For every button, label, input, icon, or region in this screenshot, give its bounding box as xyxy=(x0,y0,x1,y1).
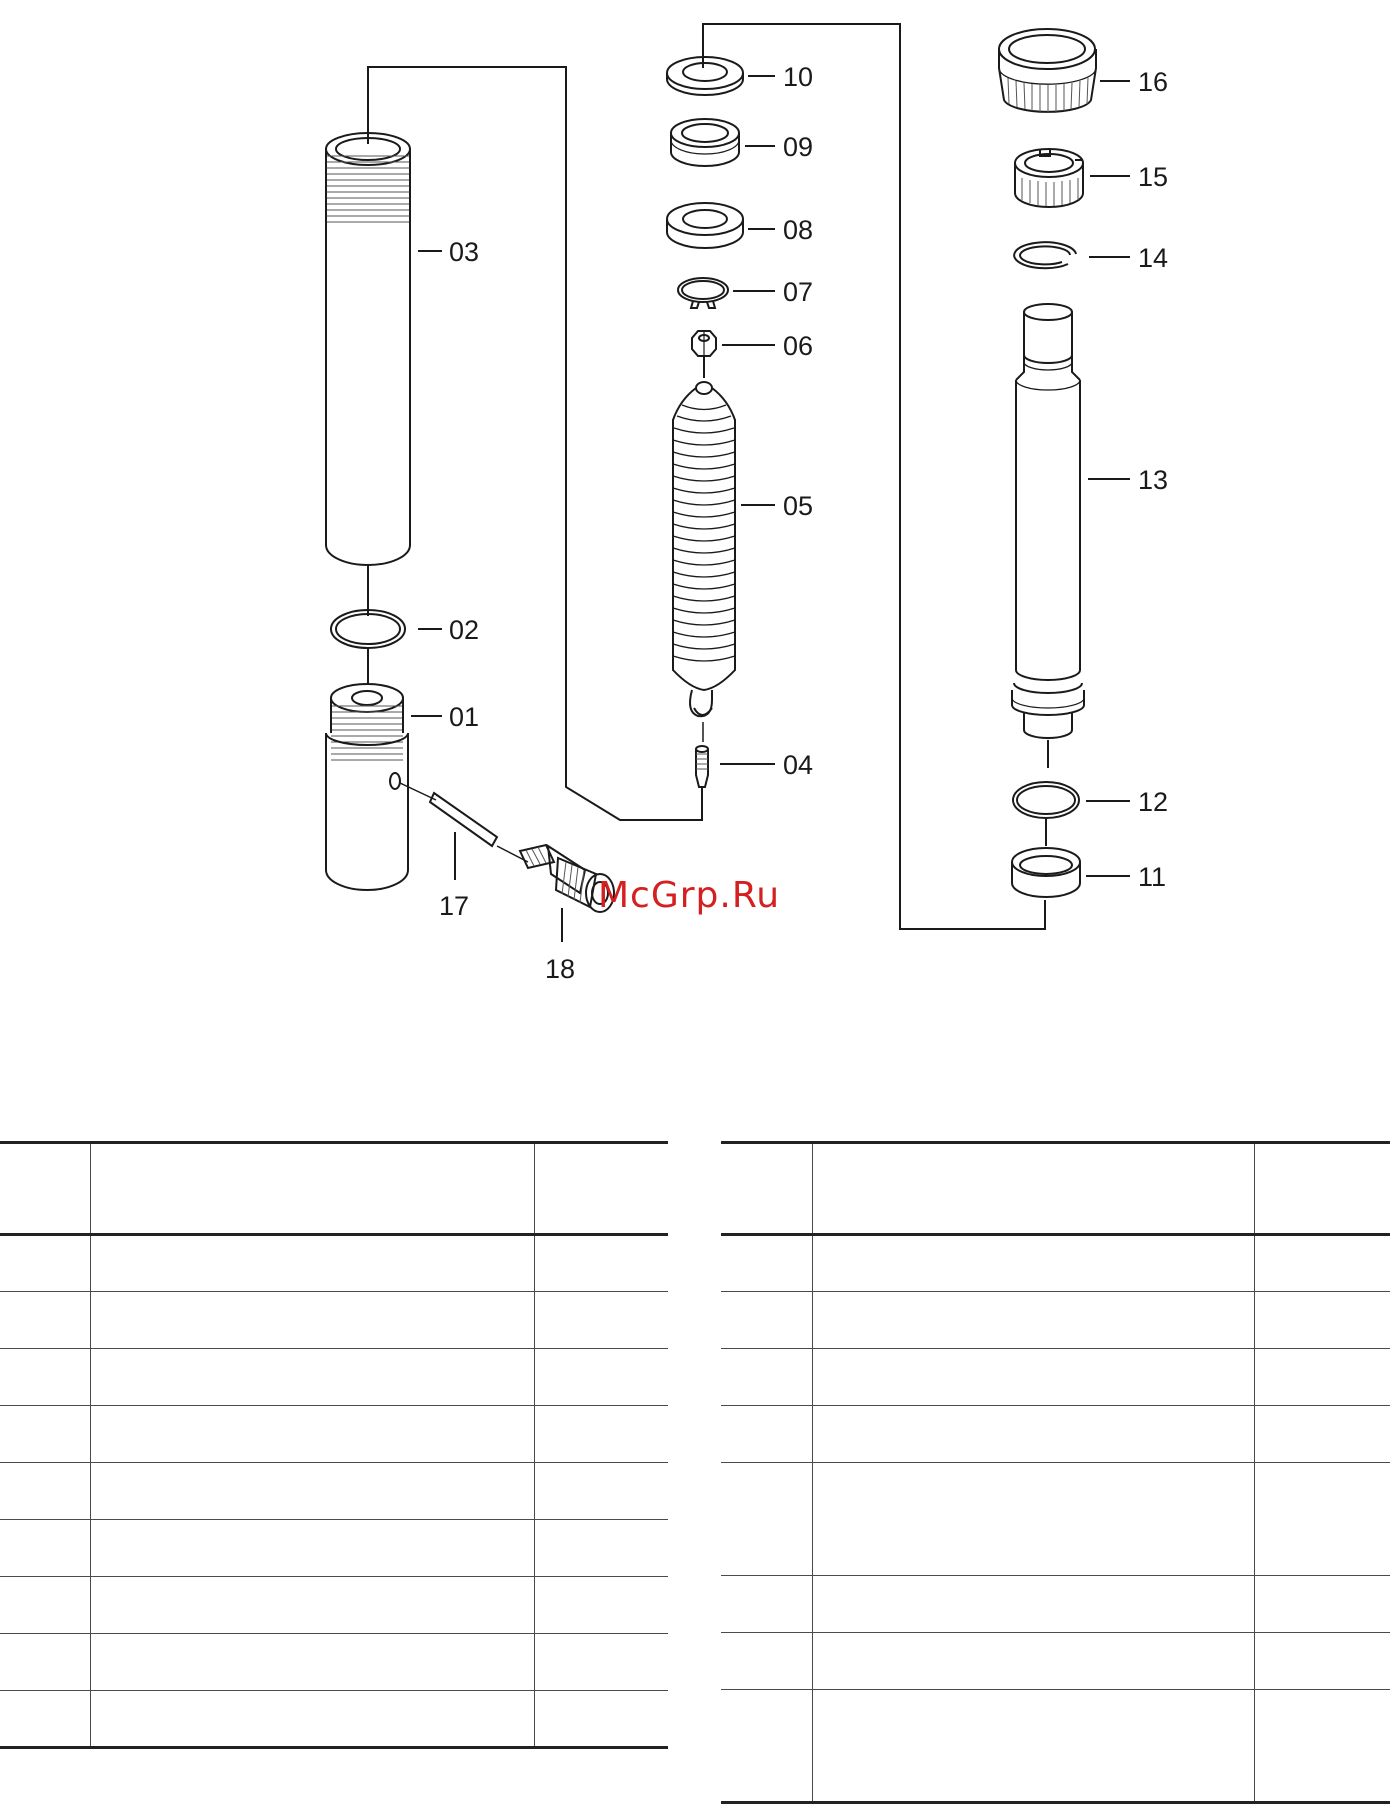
callout-06: 06 xyxy=(783,331,814,361)
cell xyxy=(1254,1349,1390,1406)
cell xyxy=(721,1463,812,1576)
part-14-retaining-clip xyxy=(1014,242,1076,268)
table-row xyxy=(0,1406,668,1463)
cell xyxy=(812,1690,1254,1803)
table-row xyxy=(0,1349,668,1406)
cell xyxy=(721,1292,812,1349)
cell xyxy=(90,1520,534,1577)
callout-15: 15 xyxy=(1138,162,1169,192)
part-04-screw xyxy=(696,746,708,787)
cell xyxy=(0,1235,90,1292)
cell xyxy=(534,1520,668,1577)
cell xyxy=(0,1577,90,1634)
cell xyxy=(90,1235,534,1292)
leader-path-03-04 xyxy=(368,67,702,820)
cell xyxy=(0,1634,90,1691)
callout-02: 02 xyxy=(449,615,480,645)
callout-05: 05 xyxy=(783,491,814,521)
cell xyxy=(1254,1406,1390,1463)
part-02-o-ring xyxy=(331,610,405,684)
cell xyxy=(721,1633,812,1690)
cell xyxy=(90,1577,534,1634)
cell xyxy=(812,1463,1254,1576)
cell xyxy=(90,1406,534,1463)
header-cell xyxy=(0,1143,90,1235)
part-06-hex-nut xyxy=(692,331,716,378)
part-17-pin xyxy=(400,783,497,846)
table-row xyxy=(0,1235,668,1292)
table-row xyxy=(721,1292,1390,1349)
header-cell xyxy=(1254,1143,1390,1235)
cell xyxy=(534,1406,668,1463)
table-row xyxy=(721,1633,1390,1690)
callout-09: 09 xyxy=(783,132,814,162)
part-15-slotted-nut xyxy=(1015,149,1083,207)
cell xyxy=(90,1691,534,1748)
cell xyxy=(721,1235,812,1292)
part-18-fitting xyxy=(497,845,614,912)
table-row xyxy=(0,1634,668,1691)
table-row xyxy=(721,1406,1390,1463)
cell xyxy=(0,1520,90,1577)
cell xyxy=(812,1633,1254,1690)
cell xyxy=(1254,1690,1390,1803)
callout-18: 18 xyxy=(545,954,576,984)
parts-table-left xyxy=(0,1141,668,1749)
callout-08: 08 xyxy=(783,215,814,245)
callout-16: 16 xyxy=(1138,67,1169,97)
cell xyxy=(1254,1292,1390,1349)
cell xyxy=(90,1463,534,1520)
table-row xyxy=(0,1463,668,1520)
table-row xyxy=(0,1292,668,1349)
callout-07: 07 xyxy=(783,277,814,307)
part-07-snap-ring xyxy=(678,278,728,308)
callout-11: 11 xyxy=(1138,862,1167,892)
cell xyxy=(721,1406,812,1463)
cell xyxy=(721,1349,812,1406)
table-header-row xyxy=(0,1143,668,1235)
cell xyxy=(534,1235,668,1292)
part-09-bushing xyxy=(671,119,739,166)
part-05-spring xyxy=(673,382,735,742)
callout-17: 17 xyxy=(439,891,470,921)
cell xyxy=(1254,1463,1390,1576)
callout-10: 10 xyxy=(783,62,814,92)
cell xyxy=(90,1634,534,1691)
callout-12: 12 xyxy=(1138,787,1169,817)
header-cell xyxy=(90,1143,534,1235)
cell xyxy=(534,1634,668,1691)
cell xyxy=(721,1576,812,1633)
cell xyxy=(0,1691,90,1748)
cell xyxy=(0,1406,90,1463)
part-12-o-ring xyxy=(1013,782,1079,846)
table-row xyxy=(0,1691,668,1748)
part-03-tube xyxy=(326,133,410,616)
part-08-thick-washer xyxy=(667,203,743,248)
cell xyxy=(812,1406,1254,1463)
part-01-base-body xyxy=(326,684,408,890)
cell xyxy=(534,1463,668,1520)
table-header-row xyxy=(721,1143,1390,1235)
callout-01: 01 xyxy=(449,702,480,732)
cell xyxy=(721,1690,812,1803)
cell xyxy=(90,1349,534,1406)
cell xyxy=(1254,1633,1390,1690)
cell xyxy=(1254,1235,1390,1292)
cell xyxy=(812,1235,1254,1292)
table-row xyxy=(721,1349,1390,1406)
table-row xyxy=(721,1690,1390,1803)
table-row xyxy=(0,1520,668,1577)
cell xyxy=(812,1349,1254,1406)
header-cell xyxy=(812,1143,1254,1235)
cell xyxy=(0,1349,90,1406)
cell xyxy=(812,1576,1254,1633)
cell xyxy=(0,1292,90,1349)
table-row xyxy=(721,1463,1390,1576)
part-16-knurled-cap xyxy=(999,29,1096,112)
cell xyxy=(534,1292,668,1349)
cell xyxy=(812,1292,1254,1349)
cell xyxy=(534,1691,668,1748)
callout-14: 14 xyxy=(1138,243,1169,273)
part-10-washer xyxy=(667,57,743,95)
callout-04: 04 xyxy=(783,750,814,780)
watermark: McGrp.Ru xyxy=(598,875,781,916)
cell xyxy=(0,1463,90,1520)
cell xyxy=(534,1577,668,1634)
part-13-piston-rod xyxy=(1012,304,1084,768)
cell xyxy=(1254,1576,1390,1633)
cell xyxy=(534,1349,668,1406)
parts-table-right xyxy=(721,1141,1390,1804)
table-row xyxy=(721,1235,1390,1292)
header-cell xyxy=(534,1143,668,1235)
part-11-cup-seal xyxy=(1012,848,1080,897)
header-cell xyxy=(721,1143,812,1235)
table-row xyxy=(721,1576,1390,1633)
table-row xyxy=(0,1577,668,1634)
callout-03: 03 xyxy=(449,237,480,267)
leader-path-10-11 xyxy=(703,24,1045,929)
cell xyxy=(90,1292,534,1349)
callout-13: 13 xyxy=(1138,465,1169,495)
